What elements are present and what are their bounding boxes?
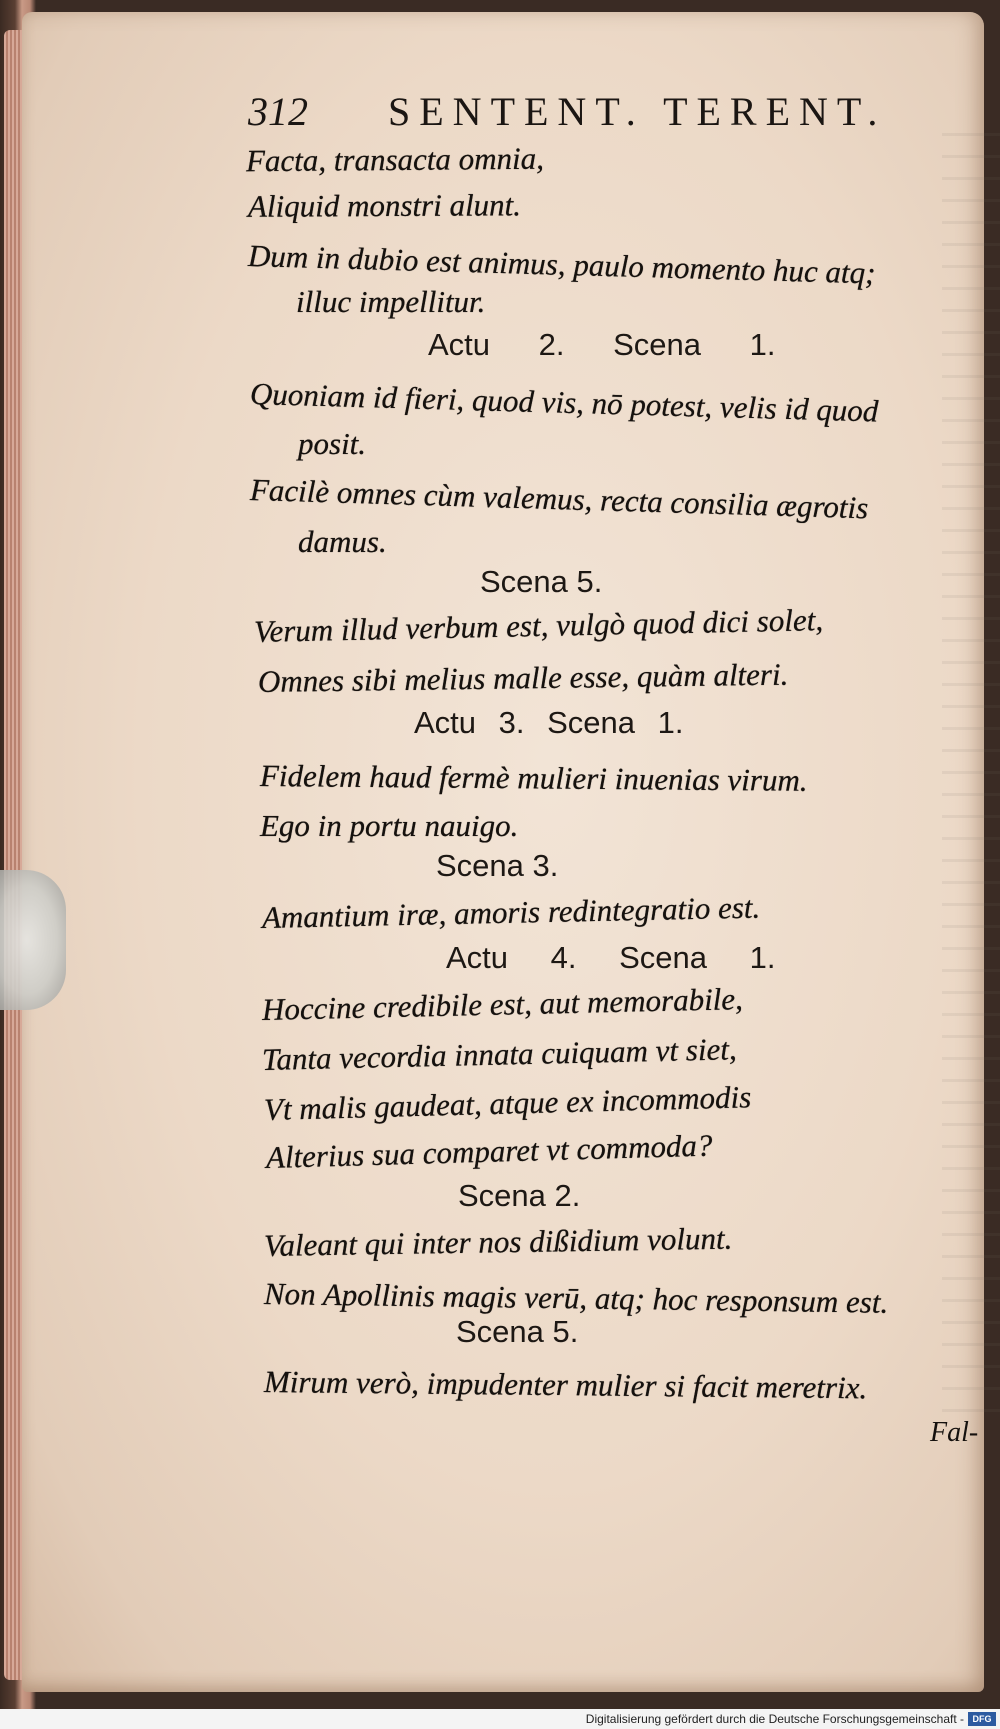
text-line: damus.: [298, 524, 387, 559]
dfg-logo: DFG: [968, 1712, 996, 1726]
digitization-footer: [0, 1709, 1000, 1729]
text-line: Non Apollinis magis verū, atq; hoc responsum est.: [263, 1276, 889, 1320]
text-line: Vt malis gaudeat, atque ex incommodis: [263, 1079, 752, 1127]
scene-heading: Scena 5.: [456, 1314, 579, 1349]
scene-heading: Actu 2. Scena 1.: [428, 327, 776, 362]
text-line: Mirum verò, impudenter mulier si facit meretrix.: [263, 1364, 868, 1406]
text-line: Hoccine credibile est, aut memorabile,: [261, 981, 744, 1027]
text-line: Aliquid monstri alunt.: [247, 187, 522, 224]
scene-heading: Scena 3.: [436, 848, 559, 883]
text-line: Tanta vecordia innata cuiquam vt siet,: [261, 1031, 737, 1077]
text-line: posit.: [298, 426, 367, 461]
text-line: Omnes sibi melius malle esse, quàm alteri.: [257, 656, 789, 699]
text-line: Facilè omnes cùm valemus, recta consilia ægrotis: [249, 472, 869, 526]
text-line: Verum illud verbum est, vulgò quod dici solet,: [253, 602, 824, 649]
scene-heading: Actu 4. Scena 1.: [446, 940, 776, 975]
text-line: Alterius sua comparet vt commoda?: [265, 1127, 713, 1175]
text-line: Ego in portu nauigo.: [260, 808, 519, 843]
footer-credit: Digitalisierung gefördert durch die Deutsche Forschungsgemeinschaft -: [585, 1712, 964, 1726]
text-line: Amantium iræ, amoris redintegratio est.: [261, 889, 761, 935]
text-line: illuc impellitur.: [296, 284, 486, 319]
scene-heading: Actu 3. Scena 1.: [414, 705, 684, 740]
catchword: Fal-: [930, 1417, 979, 1448]
text-line: Facta, transacta omnia,: [245, 140, 545, 179]
text-line: Dum in dubio est animus, paulo momento huc atq;: [247, 238, 876, 291]
text-line: Fidelem haud fermè mulieri inuenias virum.: [259, 758, 808, 798]
running-title: SENTENT. TERENT.: [388, 89, 887, 134]
scene-heading: Scena 2.: [458, 1178, 581, 1213]
text-line: Valeant qui inter nos dißidium volunt.: [263, 1220, 733, 1263]
text-line: Quoniam id fieri, quod vis, nō potest, velis id quod: [249, 376, 879, 429]
scene-heading: Scena 5.: [480, 564, 603, 599]
page-number: 312: [248, 89, 308, 134]
